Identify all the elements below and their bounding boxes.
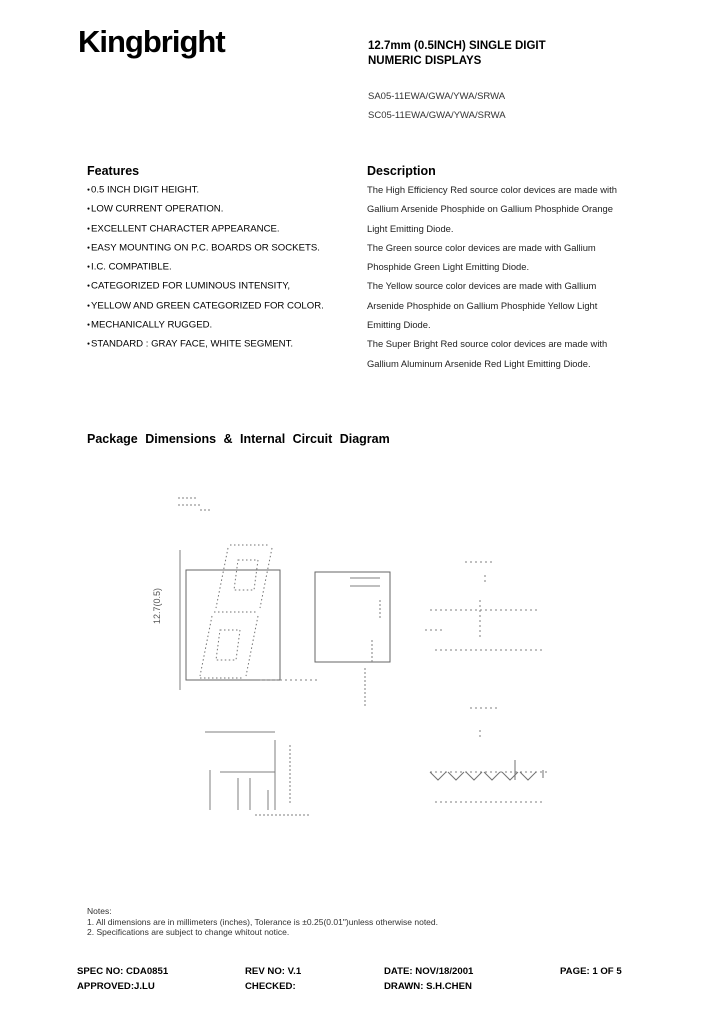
description-line: Phosphide Green Light Emitting Diode.: [367, 261, 530, 273]
part-number-sc: SC05-11EWA/GWA/YWA/SRWA: [368, 110, 506, 121]
feature-item: ● STANDARD : GRAY FACE, WHITE SEGMENT.: [87, 338, 324, 357]
document-date: DATE: NOV/18/2001: [384, 966, 474, 977]
description-heading: Description: [367, 164, 436, 178]
spec-number: SPEC NO: CDA0851: [77, 966, 169, 977]
feature-item: ● I.C. COMPATIBLE.: [87, 261, 324, 280]
brand-logo: Kingbright: [78, 24, 225, 59]
feature-item: ● CATEGORIZED FOR LUMINOUS INTENSITY,: [87, 280, 324, 299]
approved-by: APPROVED:J.LU: [77, 981, 155, 992]
drawn-by: DRAWN: S.H.CHEN: [384, 981, 472, 992]
feature-item: ● YELLOW AND GREEN CATEGORIZED FOR COLOR.: [87, 300, 324, 319]
doc-title-line2: NUMERIC DISPLAYS: [368, 55, 482, 67]
description-line: Emitting Diode.: [367, 319, 431, 331]
description-line: The Yellow source color devices are made with Gallium: [367, 280, 597, 292]
description-line: Arsenide Phosphide on Gallium Phosphide Yellow Light: [367, 299, 598, 311]
dimension-label: 12.7(0.5): [152, 587, 162, 624]
notes-heading: Notes:: [87, 906, 112, 916]
feature-item: ● EXCELLENT CHARACTER APPEARANCE.: [87, 223, 324, 242]
feature-item: ● LOW CURRENT OPERATION.: [87, 203, 324, 222]
checked-by: CHECKED:: [245, 981, 296, 992]
description-line: Gallium Arsenide Phosphide on Gallium Phosphide Orange: [367, 203, 613, 215]
doc-title-line1: 12.7mm (0.5INCH) SINGLE DIGIT: [368, 40, 546, 52]
package-drawing: [150, 490, 570, 830]
description-line: The Super Bright Red source color devices are made with: [367, 338, 608, 350]
feature-item: ● MECHANICALLY RUGGED.: [87, 319, 324, 338]
package-heading: Package Dimensions & Internal Circuit Diagram: [87, 432, 390, 446]
features-heading: Features: [87, 164, 140, 178]
notes-block: [87, 906, 438, 938]
note-line: 2. Specifications are subject to change whitout notice.: [87, 927, 290, 937]
description-line: The High Efficiency Red source color devices are made with: [367, 184, 617, 195]
description-line: The Green source color devices are made with Gallium: [367, 241, 596, 253]
feature-item: ● EASY MOUNTING ON P.C. BOARDS OR SOCKETS.: [87, 242, 324, 261]
page-number: PAGE: 1 OF 5: [560, 966, 622, 977]
description-line: Gallium Aluminum Arsenide Red Light Emitting Diode.: [367, 357, 591, 369]
description-text: [367, 184, 667, 377]
revision-number: REV NO: V.1: [245, 966, 302, 977]
feature-item: ● 0.5 INCH DIGIT HEIGHT.: [87, 184, 324, 203]
part-number-sa: SA05-11EWA/GWA/YWA/SRWA: [368, 91, 506, 102]
description-line: Light Emitting Diode.: [367, 222, 454, 234]
note-line: 1. All dimensions are in millimeters (inches), Tolerance is ±0.25(0.01")unless otherwise noted.: [87, 916, 438, 927]
features-list: [87, 184, 324, 358]
